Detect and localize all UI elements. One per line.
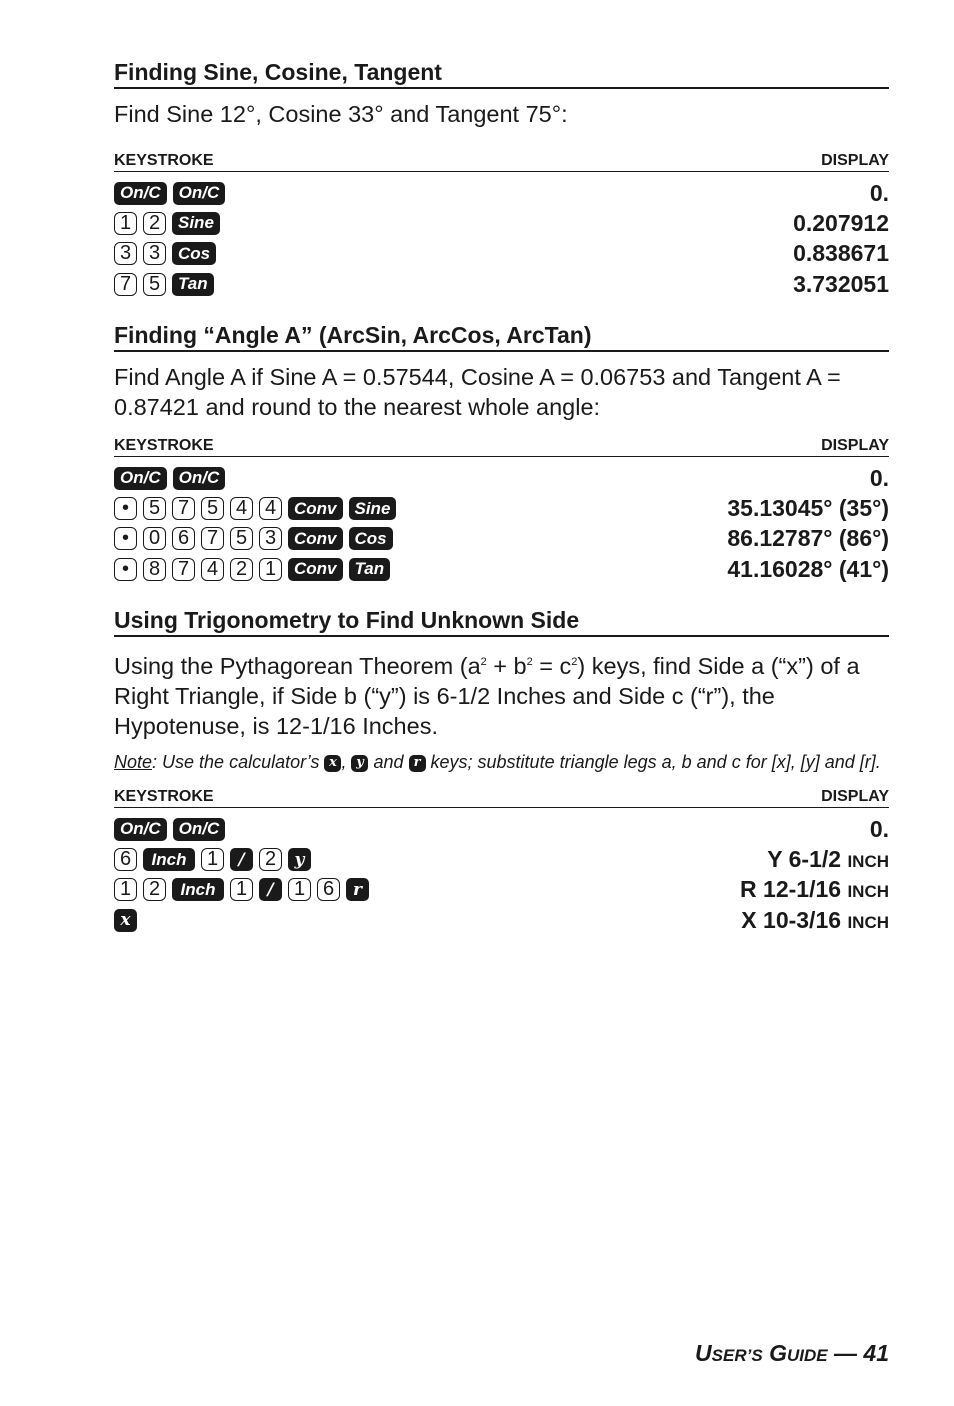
display-unit: INCH: [847, 882, 889, 902]
table-header: [114, 787, 889, 808]
digit-4-key-icon: 4: [230, 497, 253, 520]
section-intro: Find Sine 12°, Cosine 33° and Tangent 75°:: [114, 101, 568, 127]
on-c-key-icon: On/C: [173, 818, 226, 841]
digit-1-key-icon: 1: [201, 848, 224, 871]
display-value: 0.: [869, 815, 889, 842]
conv-key-icon: Conv: [288, 527, 343, 550]
x-key-icon: x: [114, 909, 137, 932]
table-row: [114, 493, 889, 523]
on-c-key-icon: On/C: [114, 467, 167, 490]
digit-1-key-icon: 1: [288, 878, 311, 901]
keystroke-header: KEYSTROKE: [114, 788, 214, 806]
y-key-icon: y: [351, 755, 368, 772]
page-footer: USER’S GUIDE — 41: [695, 1340, 889, 1366]
digit-2-key-icon: 2: [230, 558, 253, 581]
digit-0-key-icon: 0: [143, 527, 166, 550]
table-row: [114, 875, 889, 905]
digit-2-key-icon: 2: [143, 212, 166, 235]
keystroke-sequence: [114, 467, 225, 490]
digit-7-key-icon: 7: [172, 497, 195, 520]
section-title-sine-cosine-tangent: Finding Sine, Cosine, Tangent: [114, 58, 889, 89]
keystroke-sequence: [114, 242, 216, 265]
digit-1-key-icon: 1: [114, 878, 137, 901]
r-key-icon: r: [409, 755, 426, 772]
inch-key-icon: Inch: [143, 848, 195, 871]
keystroke-table: [114, 814, 889, 935]
display-value: 0.207912: [793, 209, 889, 236]
conv-key-icon: Conv: [288, 558, 343, 581]
table-row: [114, 208, 889, 238]
fraction-key-icon: /: [230, 848, 253, 871]
keystroke-sequence: [114, 273, 214, 296]
table-row: [114, 905, 889, 935]
display-value: 41.16028° (41°): [727, 555, 889, 582]
conv-key-icon: Conv: [288, 497, 343, 520]
display-header: DISPLAY: [821, 437, 889, 455]
on-c-key-icon: On/C: [173, 467, 226, 490]
keystroke-sequence: [114, 212, 220, 235]
display-value: R 12-1/16 INCH: [740, 876, 889, 903]
keystroke-sequence: [114, 878, 369, 901]
display-value: 86.12787° (86°): [727, 525, 889, 552]
on-c-key-icon: On/C: [114, 818, 167, 841]
x-key-icon: x: [324, 755, 341, 772]
digit-2-key-icon: 2: [143, 878, 166, 901]
display-unit: INCH: [847, 912, 889, 932]
fraction-key-icon: /: [259, 878, 282, 901]
display-unit: INCH: [847, 852, 889, 872]
digit-5-key-icon: 5: [230, 527, 253, 550]
section-title-angle-a: Finding “Angle A” (ArcSin, ArcCos, ArcTan): [114, 321, 889, 352]
display-header: DISPLAY: [821, 788, 889, 806]
table-row: [114, 178, 889, 208]
table-header: [114, 151, 889, 172]
keystroke-header: KEYSTROKE: [114, 152, 214, 169]
digit-1-key-icon: 1: [230, 878, 253, 901]
keystroke-table: [114, 178, 889, 299]
digit-6-key-icon: 6: [317, 878, 340, 901]
digit-6-key-icon: 6: [114, 848, 137, 871]
keystroke-table: [114, 463, 889, 584]
on-c-key-icon: On/C: [114, 182, 167, 205]
table-row: [114, 814, 889, 844]
digit-7-key-icon: 7: [201, 527, 224, 550]
tan-key-icon: Tan: [172, 273, 214, 296]
display-value: 0.: [869, 464, 889, 491]
decimal-key-icon: •: [114, 497, 137, 520]
keystroke-sequence: [114, 848, 311, 871]
cos-key-icon: Cos: [172, 242, 216, 265]
section-intro: Find Angle A if Sine A = 0.57544, Cosine A = 0.06753 and Tangent A = 0.87421 and round to the nearest whole angle:: [114, 364, 841, 421]
keystroke-sequence: [114, 558, 390, 581]
y-key-icon: y: [288, 848, 311, 871]
sine-key-icon: Sine: [172, 212, 220, 235]
digit-5-key-icon: 5: [143, 497, 166, 520]
cos-key-icon: Cos: [349, 527, 393, 550]
keystroke-sequence: [114, 818, 225, 841]
digit-5-key-icon: 5: [143, 273, 166, 296]
display-value: 0.: [869, 179, 889, 206]
digit-4-key-icon: 4: [201, 558, 224, 581]
tan-key-icon: Tan: [349, 558, 391, 581]
manual-page: [114, 58, 889, 935]
sine-key-icon: Sine: [349, 497, 397, 520]
inch-key-icon: Inch: [172, 878, 224, 901]
note-text: Note: Use the calculator’s x , y and r keys; substitute triangle legs a, b and c for [x], [y] and [r].: [114, 752, 881, 773]
digit-4-key-icon: 4: [259, 497, 282, 520]
keystroke-sequence: [114, 182, 225, 205]
table-row: [114, 554, 889, 584]
table-row: [114, 463, 889, 493]
digit-6-key-icon: 6: [172, 527, 195, 550]
digit-3-key-icon: 3: [143, 242, 166, 265]
decimal-key-icon: •: [114, 527, 137, 550]
digit-3-key-icon: 3: [114, 242, 137, 265]
digit-5-key-icon: 5: [201, 497, 224, 520]
table-row: [114, 524, 889, 554]
digit-1-key-icon: 1: [259, 558, 282, 581]
display-header: DISPLAY: [821, 152, 889, 169]
digit-7-key-icon: 7: [172, 558, 195, 581]
keystroke-header: KEYSTROKE: [114, 437, 214, 455]
r-key-icon: r: [346, 878, 369, 901]
digit-2-key-icon: 2: [259, 848, 282, 871]
section-title-unknown-side: Using Trigonometry to Find Unknown Side: [114, 606, 889, 637]
decimal-key-icon: •: [114, 558, 137, 581]
digit-3-key-icon: 3: [259, 527, 282, 550]
table-row: [114, 845, 889, 875]
keystroke-sequence: [114, 497, 396, 520]
section-intro: Using the Pythagorean Theorem $(a^2 + b^2 = c^2)$ keys, find Side a (“x”) of a Right Triangle, if Side b (“y”) is 6-1/2 Inches and Side c (“r”), the Hypotenuse, is 12-1/16 Inches.: [114, 653, 860, 740]
keystroke-sequence: [114, 527, 393, 550]
digit-8-key-icon: 8: [143, 558, 166, 581]
display-value: X 10-3/16 INCH: [741, 906, 889, 933]
table-row: [114, 269, 889, 299]
table-row: [114, 239, 889, 269]
digit-7-key-icon: 7: [114, 273, 137, 296]
keystroke-sequence: [114, 909, 137, 932]
display-value: 0.838671: [793, 240, 889, 267]
display-value: 3.732051: [793, 270, 889, 297]
digit-1-key-icon: 1: [114, 212, 137, 235]
display-value: Y 6-1/2 INCH: [767, 846, 889, 873]
on-c-key-icon: On/C: [173, 182, 226, 205]
display-value: 35.13045° (35°): [727, 495, 889, 522]
table-header: [114, 436, 889, 457]
